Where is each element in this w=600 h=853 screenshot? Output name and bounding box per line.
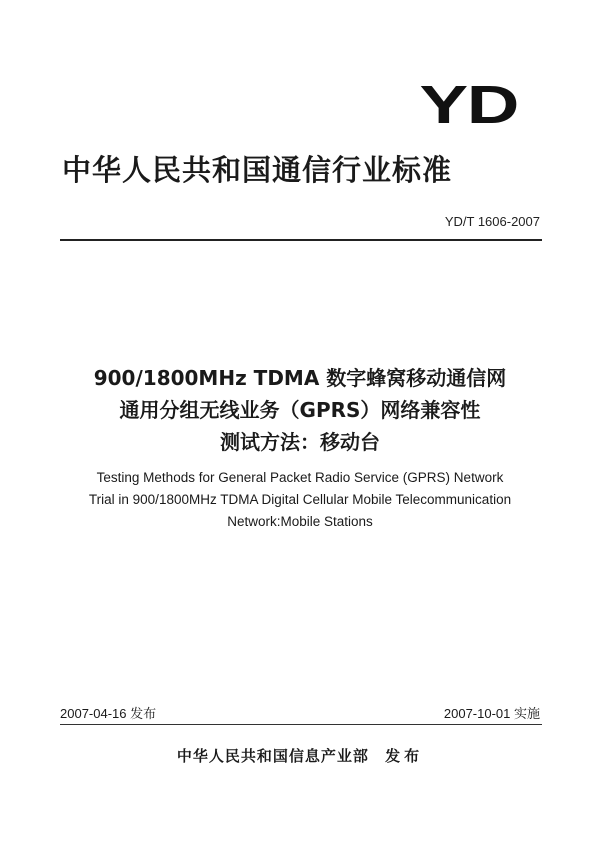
footer-divider bbox=[60, 724, 542, 725]
chinese-title-line-1: 900/1800MHz TDMA 数字蜂窝移动通信网 bbox=[93, 366, 507, 390]
standard-code: YD/T 1606-2007 bbox=[444, 214, 540, 229]
english-title-line-1: Testing Methods for General Packet Radio Service (GPRS) Network bbox=[96, 470, 504, 485]
publisher-org: 中华人民共和国信息产业部 bbox=[176, 747, 369, 765]
issue-date: 2007-04-16 发布 bbox=[60, 706, 157, 721]
english-title-line-3: Network:Mobile Stations bbox=[227, 514, 373, 529]
yd-logo: YD bbox=[419, 75, 518, 135]
english-title bbox=[40, 467, 560, 533]
publisher bbox=[0, 745, 600, 766]
chinese-title bbox=[40, 362, 560, 458]
header-divider bbox=[60, 239, 542, 241]
implementation-date: 2007-10-01 实施 bbox=[443, 706, 540, 721]
chinese-title-line-2: 通用分组无线业务（GPRS）网络兼容性 bbox=[119, 398, 481, 422]
standard-title: 中华人民共和国通信行业标准 bbox=[62, 153, 453, 187]
chinese-title-line-3: 测试方法：移动台 bbox=[220, 430, 380, 454]
publisher-action: 发布 bbox=[385, 747, 424, 765]
english-title-line-2: Trial in 900/1800MHz TDMA Digital Cellular Mobile Telecommunication bbox=[88, 492, 512, 507]
